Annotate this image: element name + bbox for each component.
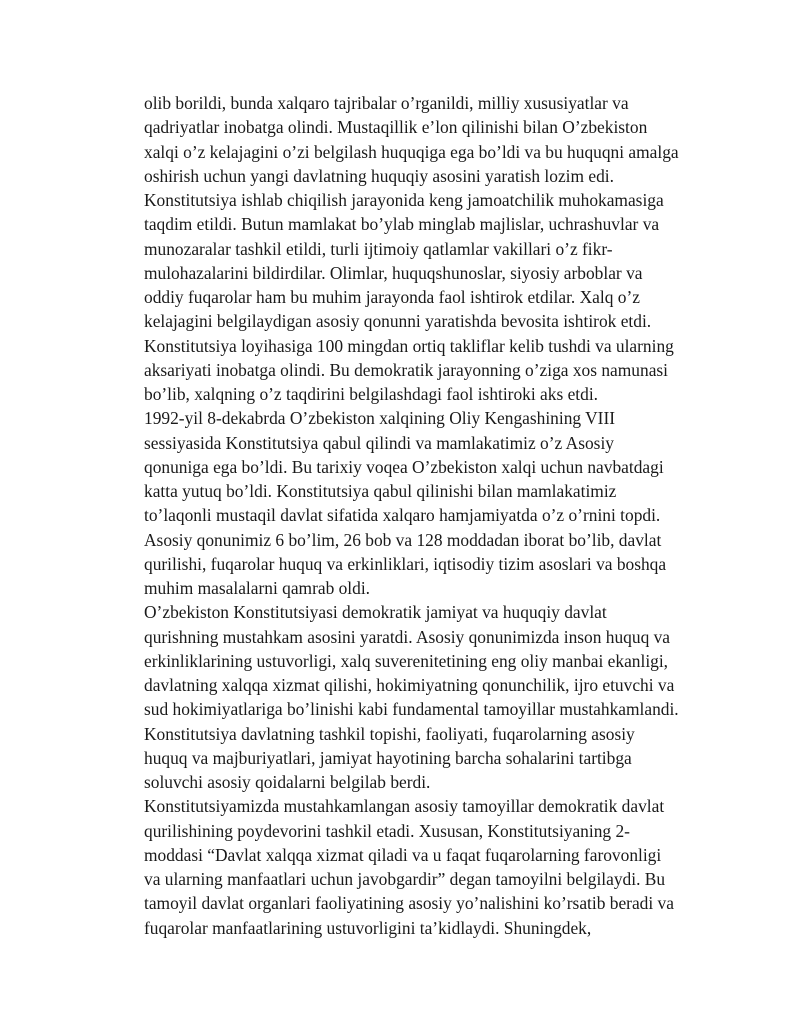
text-line: muhim masalalarni qamrab oldi.: [144, 578, 371, 598]
text-line: mulohazalarini bildirdilar. Olimlar, huquqshunoslar, siyosiy arboblar va: [144, 262, 643, 283]
text-line: kelajagini belgilaydigan asosiy qonunni yaratishda bevosita ishtirok etdi.: [144, 311, 652, 332]
text-line: oshirish uchun yangi davlatning huquqiy asosini yaratish lozim edi.: [144, 165, 614, 186]
text-line: Konstitutsiya davlatning tashkil topishi, faoliyati, fuqarolarning asosiy: [144, 723, 635, 744]
text-line: erkinliklarining ustuvorligi, xalq suverenitetining eng oliy manbai ekanligi,: [144, 650, 669, 671]
text-line: Konstitutsiya loyihasiga 100 mingdan ortiq takliflar kelib tushdi va ularning: [144, 335, 674, 356]
text-line: olib borildi, bunda xalqaro tajribalar o’rganildi, milliy xususiyatlar va: [144, 93, 629, 113]
text-line: soluvchi asosiy qoidalarni belgilab berdi.: [144, 772, 431, 792]
text-line: qonuniga ega bo’ldi. Bu tarixiy voqea O’zbekiston xalqi uchun navbatdagi: [144, 456, 664, 477]
text-line: sessiyasida Konstitutsiya qabul qilindi va mamlakatimiz o’z Asosiy: [144, 432, 614, 453]
text-line: aksariyati inobatga olindi. Bu demokratik jarayonning o’ziga xos namunasi: [144, 359, 669, 380]
text-line: oddiy fuqarolar ham bu muhim jarayonda faol ishtirok etdilar. Xalq o’z: [144, 287, 640, 307]
text-line: xalqi o’z kelajagini o’zi belgilash huquqiga ega bo’ldi va bu huquqni amalga: [144, 141, 679, 162]
text-line: Asosiy qonunimiz 6 bo’lim, 26 bob va 128 moddadan iborat bo’lib, davlat: [144, 529, 662, 550]
text-line: qurishning mustahkam asosini yaratdi. Asosiy qonunimizda inson huquq va: [144, 626, 671, 647]
text-line: qurilishining poydevorini tashkil etadi. Xususan, Konstitutsiyaning 2-: [144, 820, 630, 841]
text-line: sud hokimiyatlariga bo’linishi kabi fundamental tamoyillar mustahkamlandi.: [144, 699, 679, 720]
text-line: 1992-yil 8-dekabrda O’zbekiston xalqining Oliy Kengashining VIII: [144, 408, 616, 429]
text-line: katta yutuq bo’ldi. Konstitutsiya qabul qilinishi bilan mamlakatimiz: [144, 481, 617, 501]
text-line: Konstitutsiyamizda mustahkamlangan asosiy tamoyillar demokratik davlat: [144, 796, 665, 817]
text-line: qadriyatlar inobatga olindi. Mustaqillik e’lon qilinishi bilan O’zbekiston: [144, 117, 648, 138]
text-line: tamoyil davlat organlari faoliyatining asosiy yo’nalishini ko’rsatib beradi va: [144, 893, 674, 914]
text-line: munozaralar tashkil etildi, turli ijtimoiy qatlamlar vakillari o’z fikr-: [144, 238, 613, 259]
text-line: va ularning manfaatlari uchun javobgardir” degan tamoyilni belgilaydi. Bu: [144, 869, 666, 889]
text-line: fuqarolar manfaatlarining ustuvorligini ta’kidlaydi. Shuningdek,: [144, 917, 592, 938]
text-line: davlatning xalqqa xizmat qilishi, hokimiyatning qonunchilik, ijro etuvchi va: [144, 675, 675, 695]
text-line: taqdim etildi. Butun mamlakat bo’ylab minglab majlislar, uchrashuvlar va: [144, 214, 660, 235]
text-line: huquq va majburiyatlari, jamiyat hayotining barcha sohalarini tartibga: [144, 747, 632, 768]
text-line: moddasi “Davlat xalqqa xizmat qiladi va u faqat fuqarolarning farovonligi: [144, 844, 662, 865]
text-line: Konstitutsiya ishlab chiqilish jarayonida keng jamoatchilik muhokamasiga: [144, 190, 664, 210]
body-text: [144, 91, 724, 940]
text-line: qurilishi, fuqarolar huquq va erkinliklari, iqtisodiy tizim asoslari va boshqa: [144, 553, 667, 574]
text-line: O’zbekiston Konstitutsiyasi demokratik jamiyat va huquqiy davlat: [144, 602, 607, 623]
text-line: bo’lib, xalqning o’z taqdirini belgilashdagi faol ishtiroki aks etdi.: [144, 384, 598, 404]
text-line: to’laqonli mustaqil davlat sifatida xalqaro hamjamiyatda o’z o’rnini topdi.: [144, 505, 661, 526]
